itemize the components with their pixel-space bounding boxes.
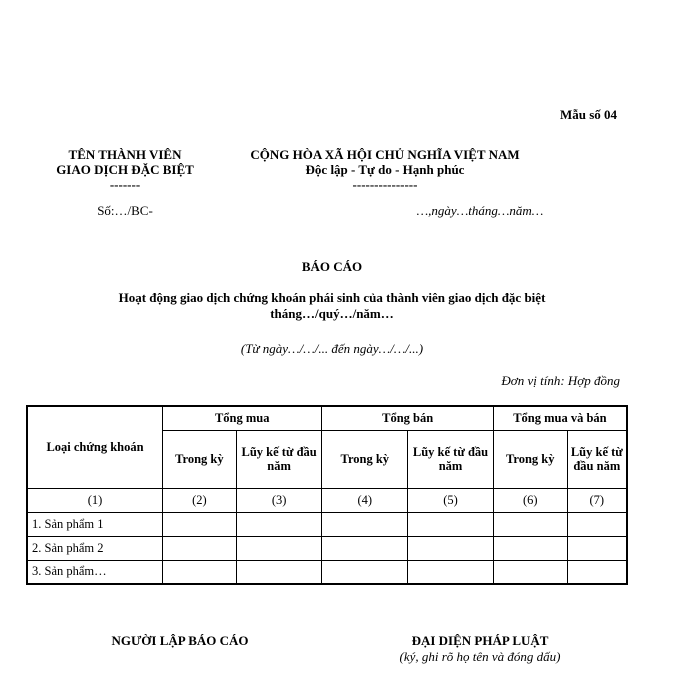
unit-of-measure: Đơn vị tính: Hợp đồng [501, 373, 620, 388]
right-header-divider: --------------- [352, 177, 418, 192]
table-cell [408, 512, 494, 536]
date-line: …,ngày…tháng…năm… [416, 203, 544, 218]
col-number: (7) [567, 488, 627, 512]
header-total-buy-sell: Tổng mua và bán [493, 406, 627, 430]
table-cell [163, 536, 237, 560]
report-preparer-label: NGƯỜI LẬP BÁO CÁO [111, 633, 249, 648]
table-cell [322, 512, 408, 536]
report-subtitle [80, 290, 584, 322]
report-title: BÁO CÁO [301, 259, 363, 274]
table-cell [493, 536, 567, 560]
col-number: (6) [493, 488, 567, 512]
member-name-header [30, 147, 220, 192]
table-row [27, 536, 627, 560]
header-total-ytd: Lũy kế từ đầu năm [567, 430, 627, 488]
member-name-line1: TÊN THÀNH VIÊN [68, 147, 182, 162]
header-security-type: Loại chứng khoán [27, 406, 163, 488]
national-motto: Độc lập - Tự do - Hạnh phúc [305, 162, 465, 177]
member-name-line2: GIAO DỊCH ĐẶC BIỆT [56, 162, 194, 177]
report-subtitle-line1: Hoạt động giao dịch chứng khoán phái sinh của thành viên giao dịch đặc biệt [118, 290, 546, 305]
row-label: 3. Sản phẩm… [27, 560, 163, 584]
table-cell [408, 536, 494, 560]
form-number: Mẫu số 04 [560, 107, 618, 122]
report-table [26, 405, 628, 585]
table-cell [567, 560, 627, 584]
national-header [220, 147, 550, 192]
table-cell [493, 560, 567, 584]
header-total-buy: Tổng mua [163, 406, 322, 430]
col-number: (5) [408, 488, 494, 512]
header-sell-ytd: Lũy kế từ đầu năm [408, 430, 494, 488]
table-cell [163, 560, 237, 584]
left-header-divider: ------- [109, 177, 141, 192]
report-number: Số:…/BC- [97, 203, 153, 218]
table-row [27, 560, 627, 584]
table-cell [567, 512, 627, 536]
table-row [27, 512, 627, 536]
table-cell [163, 512, 237, 536]
header-sell-in-period: Trong kỳ [322, 430, 408, 488]
header-buy-ytd: Lũy kế từ đầu năm [236, 430, 322, 488]
table-cell [408, 560, 494, 584]
table-cell [322, 560, 408, 584]
header-total-in-period: Trong kỳ [493, 430, 567, 488]
table-cell [322, 536, 408, 560]
col-number: (4) [322, 488, 408, 512]
legal-representative [370, 633, 590, 665]
header-buy-in-period: Trong kỳ [163, 430, 237, 488]
row-label: 2. Sản phẩm 2 [27, 536, 163, 560]
col-number: (2) [163, 488, 237, 512]
national-title: CỘNG HÒA XÃ HỘI CHỦ NGHĨA VIỆT NAM [250, 147, 520, 162]
report-subtitle-line2: tháng…/quý…/năm… [270, 306, 394, 321]
header-total-sell: Tổng bán [322, 406, 493, 430]
col-number: (3) [236, 488, 322, 512]
table-cell [236, 536, 322, 560]
table-cell [236, 512, 322, 536]
report-period: (Từ ngày…/…/... đến ngày…/…/...) [240, 341, 424, 356]
table-cell [493, 512, 567, 536]
signature-note: (ký, ghi rõ họ tên và đóng dấu) [399, 649, 561, 664]
table-cell [236, 560, 322, 584]
row-label: 1. Sản phẩm 1 [27, 512, 163, 536]
table-cell [567, 536, 627, 560]
col-number: (1) [27, 488, 163, 512]
legal-representative-label: ĐẠI DIỆN PHÁP LUẬT [411, 633, 549, 648]
